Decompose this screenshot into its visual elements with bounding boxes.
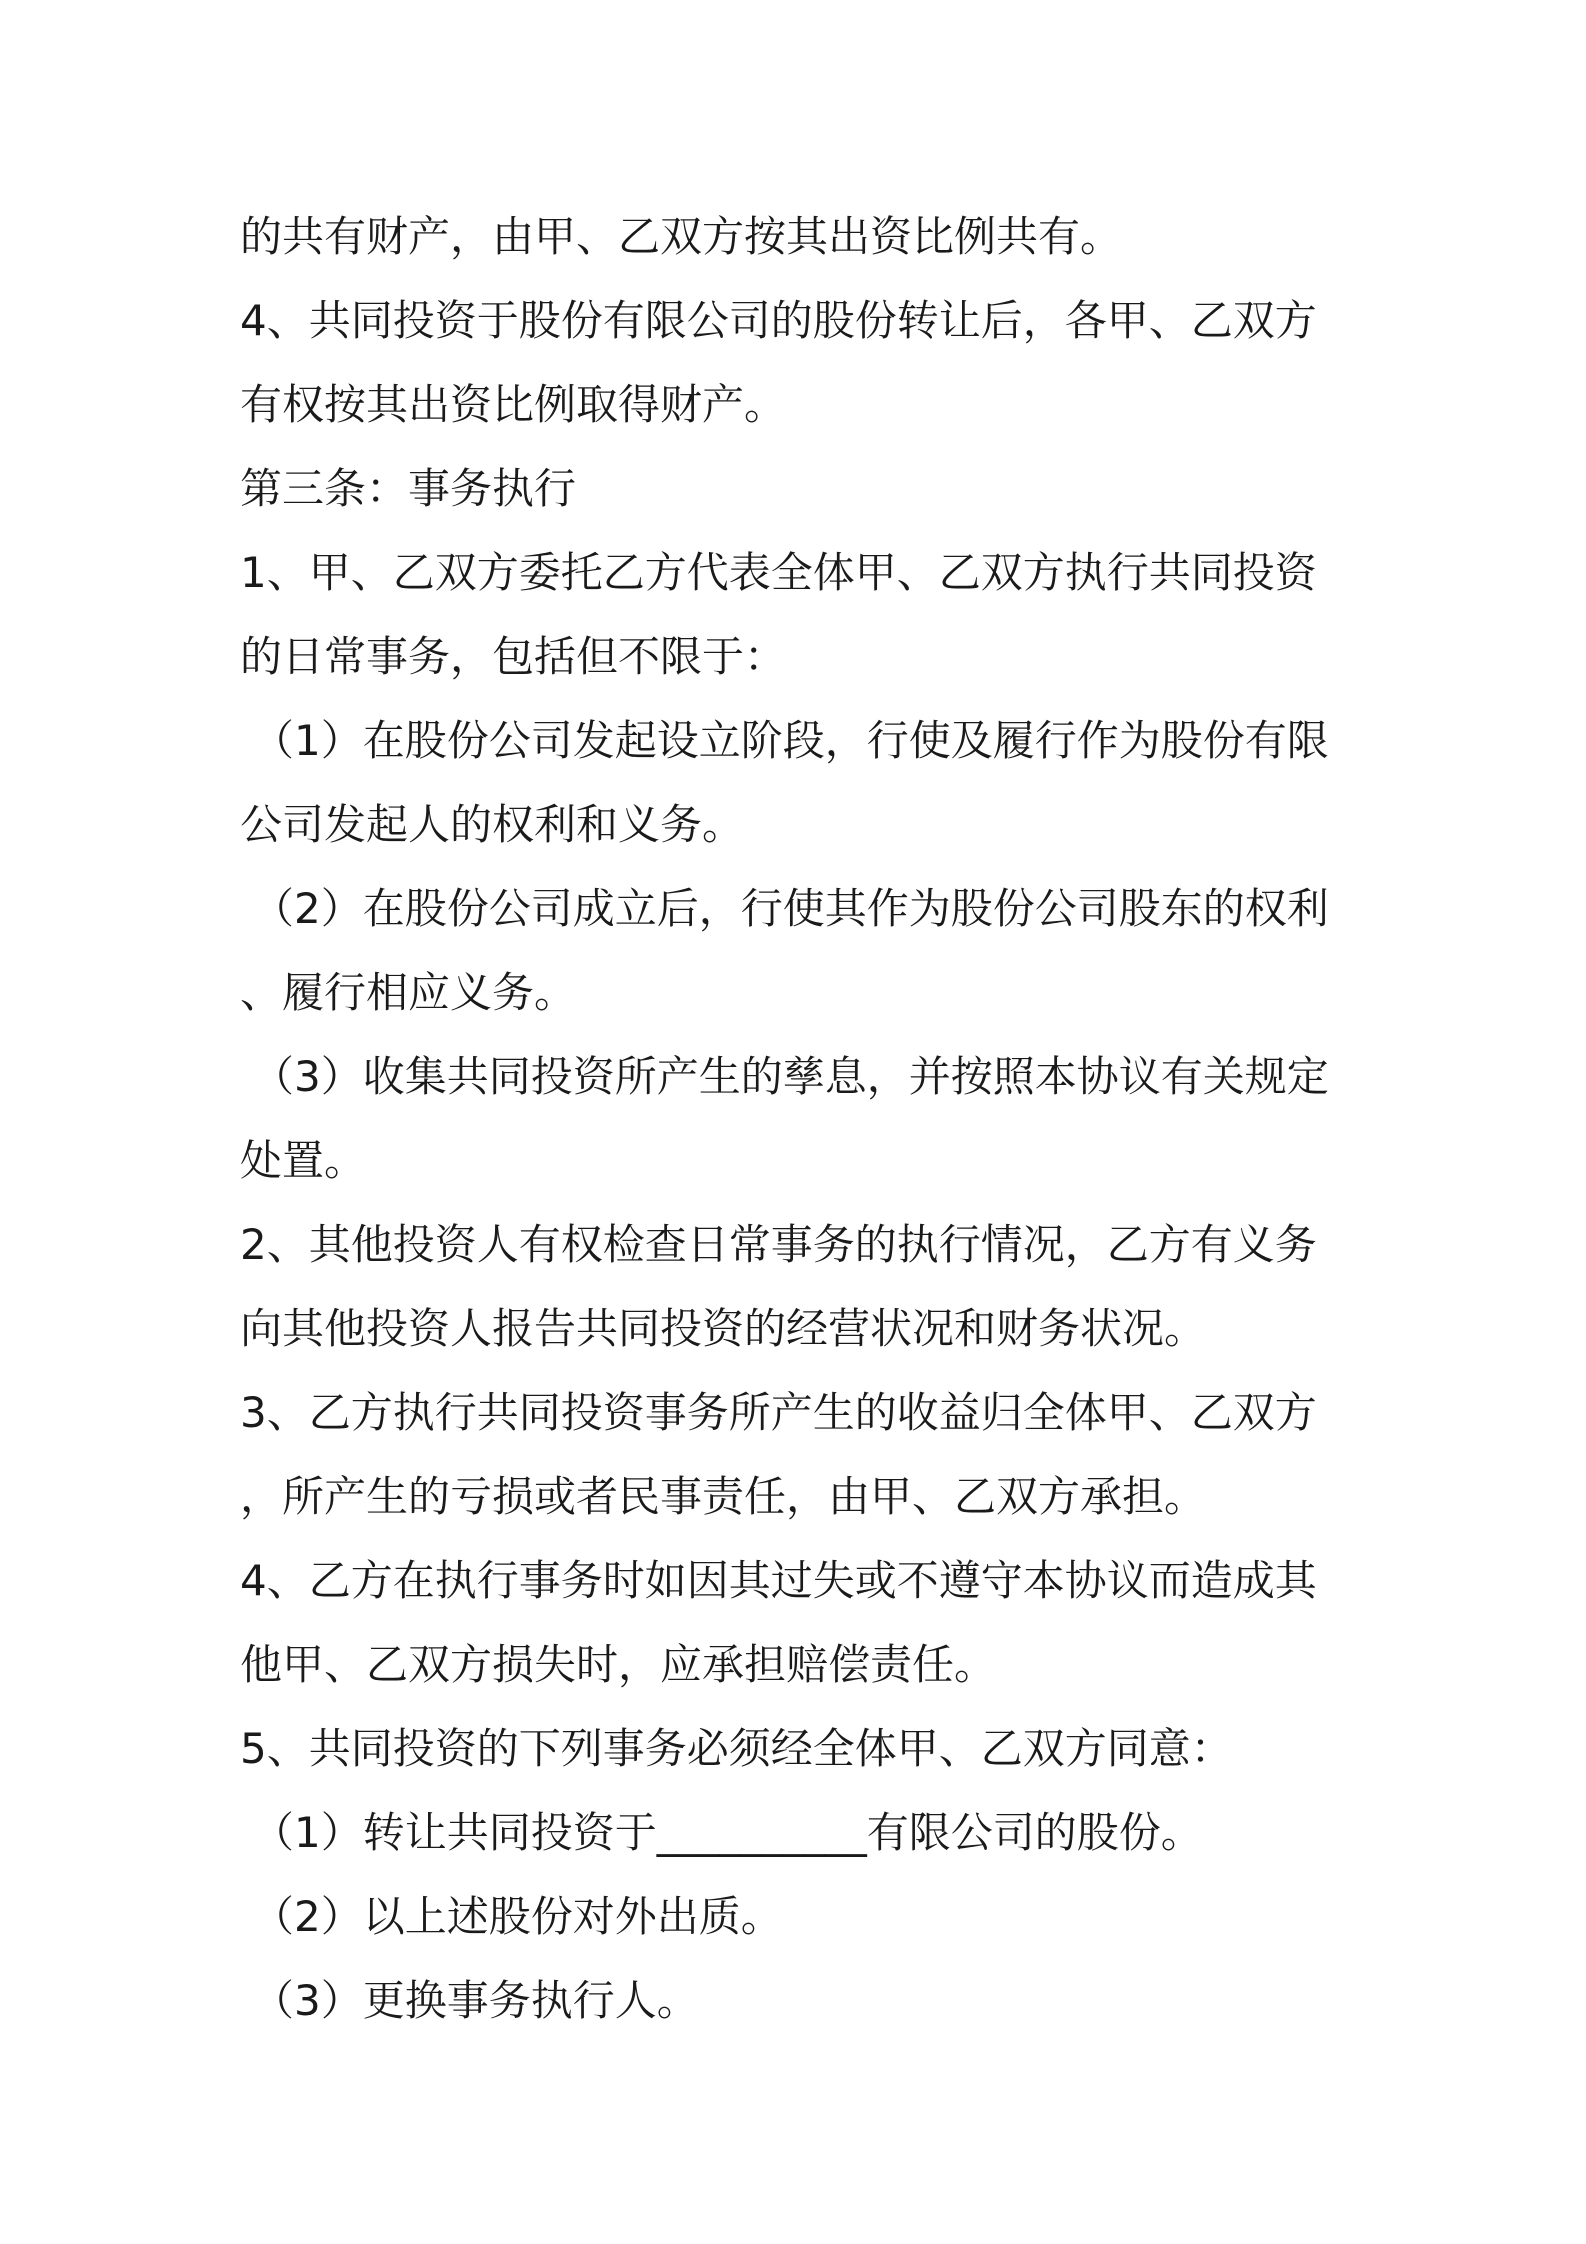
list-item: （3）更换事务执行人。: [252, 1976, 699, 2025]
list-item: （2）以上述股份对外出质。: [252, 1892, 783, 1941]
document-body: [240, 195, 1360, 2043]
body-line: 处置。: [240, 1136, 367, 1185]
body-line: 3、乙方执行共同投资事务所产生的收益归全体甲、乙双方: [240, 1388, 1317, 1437]
body-line: 的日常事务，包括但不限于：: [240, 632, 787, 681]
body-line: 向其他投资人报告共同投资的经营状况和财务状况。: [240, 1304, 1207, 1353]
body-line: 公司发起人的权利和义务。: [240, 800, 745, 849]
body-line: 4、乙方在执行事务时如因其过失或不遵守本协议而造成其: [240, 1556, 1317, 1605]
body-line: 5、共同投资的下列事务必须经全体甲、乙双方同意：: [240, 1724, 1233, 1773]
list-item: （3）收集共同投资所产生的孳息，并按照本协议有关规定: [252, 1052, 1329, 1101]
section-heading: 第三条：事务执行: [240, 464, 577, 513]
body-line: 、履行相应义务。: [240, 968, 577, 1017]
list-item: （1）转让共同投资于__________有限公司的股份。: [252, 1808, 1203, 1857]
list-item: （1）在股份公司发起设立阶段，行使及履行作为股份有限: [252, 716, 1329, 765]
body-line: 他甲、乙双方损失时，应承担赔偿责任。: [240, 1640, 997, 1689]
body-line: 有权按其出资比例取得财产。: [240, 380, 787, 429]
body-line: ，所产生的亏损或者民事责任，由甲、乙双方承担。: [240, 1472, 1207, 1521]
body-line: 2、其他投资人有权检查日常事务的执行情况，乙方有义务: [240, 1220, 1317, 1269]
body-line: 1、甲、乙双方委托乙方代表全体甲、乙双方执行共同投资: [240, 548, 1317, 597]
list-item: （2）在股份公司成立后，行使其作为股份公司股东的权利: [252, 884, 1329, 933]
body-line: 的共有财产，由甲、乙双方按其出资比例共有。: [240, 212, 1123, 261]
body-line: 4、共同投资于股份有限公司的股份转让后，各甲、乙双方: [240, 296, 1317, 345]
